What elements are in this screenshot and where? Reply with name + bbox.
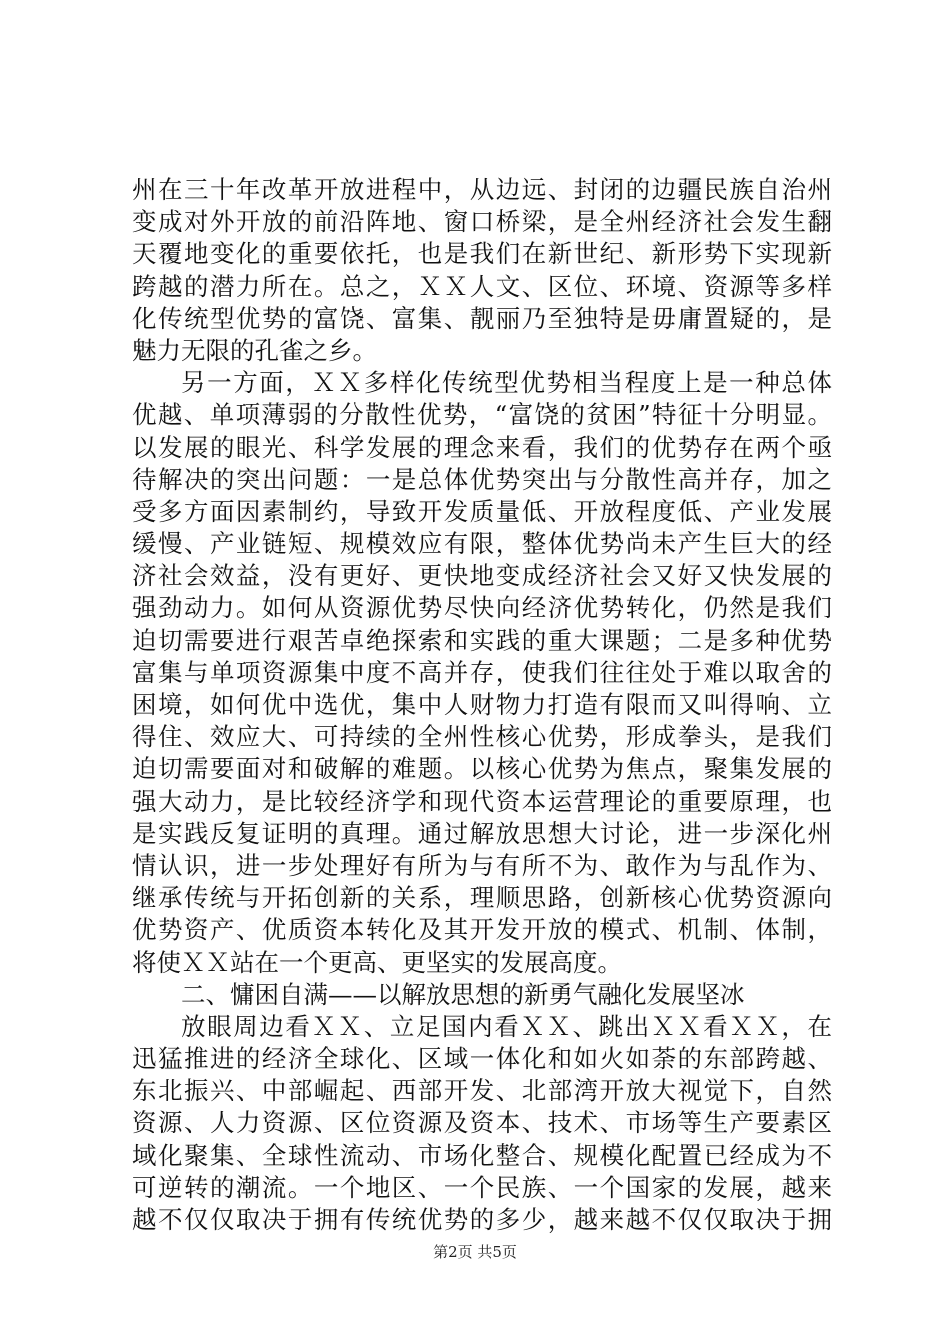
text-line: 越不仅仅取决于拥有传统优势的多少，越来越不仅仅取决于拥 [132,1205,832,1234]
text-line: 东北振兴、中部崛起、西部开发、北部湾开放大视觉下，自然 [132,1076,832,1106]
text-line: 迫切需要进行艰苦卓绝探索和实践的重大课题；二是多种优势 [132,625,832,655]
text-line: 情认识，进一步处理好有所为与有所不为、敢作为与乱作为、 [132,850,832,880]
text-line: 化传统型优势的富饶、富集、靓丽乃至独特是毋庸置疑的，是 [132,303,832,333]
text-line: 强劲动力。如何从资源优势尽快向经济优势转化，仍然是我们 [132,593,832,623]
page-number-footer: 第2页 共5页 [433,1243,517,1261]
text-line: 可逆转的潮流。一个地区、一个民族、一个国家的发展，越来 [132,1172,832,1202]
text-line: 优越、单项薄弱的分散性优势，“富饶的贫困”特征十分明显。 [132,400,832,430]
text-line: 缓慢、产业链短、规模效应有限，整体优势尚未产生巨大的经 [132,529,832,559]
text-line: 济社会效益，没有更好、更快地变成经济社会又好又快发展的 [132,561,832,591]
text-line: 州在三十年改革开放进程中，从边远、封闭的边疆民族自治州 [132,175,832,204]
section-heading: 二、慵困自满——以解放思想的新勇气融化发展坚冰 [181,979,745,1009]
text-line: 待解决的突出问题：一是总体优势突出与分散性高并存，加之 [132,464,832,494]
text-line: 富集与单项资源集中度不高并存，使我们往往处于难以取舍的 [132,657,832,687]
text-line: 魅力无限的孔雀之乡。 [132,335,377,365]
document-body [132,174,832,1236]
text-line: 域化聚集、全球性流动、市场化整合、规模化配置已经成为不 [132,1140,832,1170]
text-line: 以发展的眼光、科学发展的理念来看，我们的优势存在两个亟 [132,432,832,462]
text-line: 困境，如何优中选优，集中人财物力打造有限而又叫得响、立 [132,690,832,719]
text-line: 强大动力，是比较经济学和现代资本运营理论的重要原理，也 [132,786,832,816]
text-line: 另一方面，ＸＸ多样化传统型优势相当程度上是一种总体 [181,368,832,398]
text-line: 将使ＸＸ站在一个更高、更坚实的发展高度。 [132,947,622,977]
text-line: 继承传统与开拓创新的关系，理顺思路，创新核心优势资源向 [132,883,832,913]
text-line: 优势资产、优质资本转化及其开发开放的模式、机制、体制， [132,915,832,945]
text-line: 受多方面因素制约，导致开发质量低、开放程度低、产业发展 [132,496,832,526]
text-line: 放眼周边看ＸＸ、立足国内看ＸＸ、跳出ＸＸ看ＸＸ，在 [181,1011,832,1041]
text-line: 天覆地变化的重要依托，也是我们在新世纪、新形势下实现新 [132,239,832,269]
text-line: 迅猛推进的经济全球化、区域一体化和如火如荼的东部跨越、 [132,1044,832,1074]
text-line: 迫切需要面对和破解的难题。以核心优势为焦点，聚集发展的 [132,754,832,784]
text-line: 变成对外开放的前沿阵地、窗口桥梁，是全州经济社会发生翻 [132,207,832,237]
text-line: 资源、人力资源、区位资源及资本、技术、市场等生产要素区 [132,1108,832,1138]
text-line: 是实践反复证明的真理。通过解放思想大讨论，进一步深化州 [132,818,832,848]
text-line: 跨越的潜力所在。总之，ＸＸ人文、区位、环境、资源等多样 [132,271,832,301]
text-line: 得住、效应大、可持续的全州性核心优势，形成拳头，是我们 [132,722,832,752]
